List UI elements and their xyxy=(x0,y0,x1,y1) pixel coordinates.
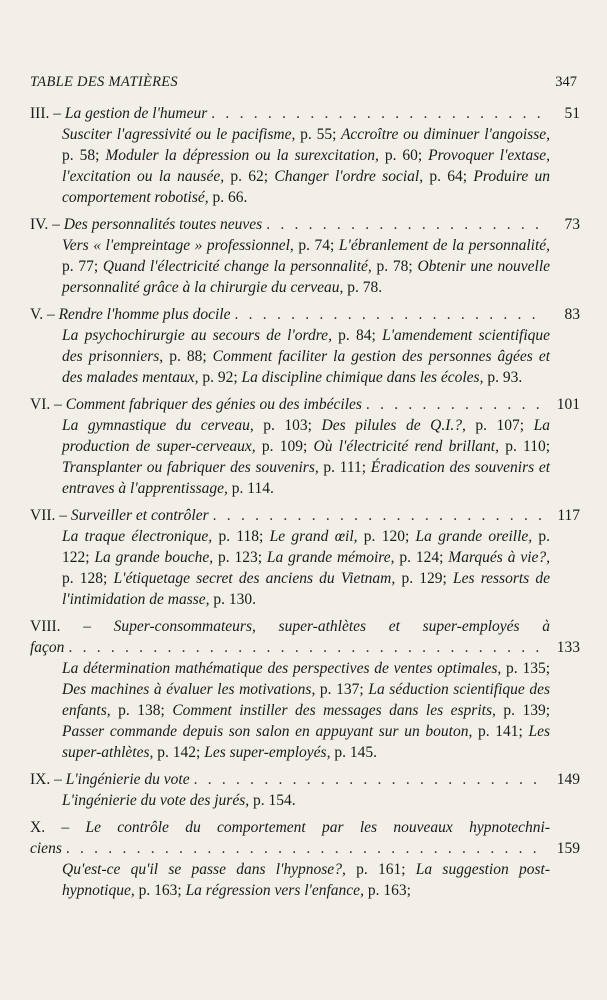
section-title: L'étiquetage secret des anciens du Vietnam xyxy=(113,570,392,587)
chapter-title: Surveiller et contrôler xyxy=(70,507,209,524)
chapter-heading-line xyxy=(30,214,580,235)
section-page: p. 66. xyxy=(212,189,248,206)
section-page: p. 138; xyxy=(118,702,165,719)
running-title: TABLE DES MATIÈRES xyxy=(30,74,178,90)
chapter-heading-line xyxy=(30,304,580,325)
chapter-number: III. xyxy=(30,105,50,122)
section-page: p. 110; xyxy=(505,438,551,455)
chapter-heading-line xyxy=(30,817,550,838)
section-title: Des machines à évaluer les motivations xyxy=(62,681,312,698)
section-list: Vers « l'empreintage » professionnel, p. 74; L'ébranlement de la personnalité, p. 77; Quand l'électricité change la personnalité, p. 78; Obtenir une nouvelle personnalité grâce à la chirurgie du cerveau, p. 78. xyxy=(62,237,551,296)
section-list: La détermination mathématique des perspectives de ventes optimales, p. 135; Des machines à évaluer les motivations, p. 137; La séduction scientifique des enfants, p. 138; Comment instiller des messages dans les esprits, p. 139; Passer commande depuis son salon en appuyant sur un bouton, p. 141; Les super-athlètes, p. 142; Les super-employés, p. 145. xyxy=(62,660,551,761)
section-title: Provoquer l'extase, l'excitation ou la nausée xyxy=(62,147,551,185)
section-page: p. 163; xyxy=(367,882,411,899)
chapter-heading-line xyxy=(30,394,580,415)
chapter-number: VI. xyxy=(30,396,51,413)
section-page: p. 161; xyxy=(356,861,406,878)
section-page: p. 77; xyxy=(62,258,99,275)
dot-leader xyxy=(68,637,546,658)
section-page: p. 142; xyxy=(157,744,201,761)
section-page: p. 103; xyxy=(263,417,312,434)
section-page: p. 137; xyxy=(319,681,364,698)
chapter-page: 159 xyxy=(556,840,580,857)
chapter-number: VII. xyxy=(30,507,56,524)
section-title: Des pilules de Q.I.? xyxy=(321,417,462,434)
section-title: La production de super-cerveaux xyxy=(62,417,551,455)
section-title: Produire un comportement robotisé xyxy=(62,168,551,206)
section-page: p. 93. xyxy=(487,369,523,386)
section-title: La grande oreille xyxy=(415,528,529,545)
chapter-page: 133 xyxy=(556,639,580,656)
chapter-number: V. xyxy=(30,306,44,323)
toc-entry xyxy=(30,214,580,298)
chapter-heading-line xyxy=(30,769,580,790)
section-title: La traque électronique xyxy=(62,528,209,545)
toc-entry xyxy=(30,616,580,763)
dot-leader xyxy=(366,394,546,415)
chapter-page: 51 xyxy=(564,105,580,122)
chapter-heading-line xyxy=(30,103,580,124)
chapter-heading-line xyxy=(30,637,580,658)
section-list: La traque électronique, p. 118; Le grand œil, p. 120; La grande oreille, p. 122; La grande bouche, p. 123; La grande mémoire, p. 124; Marqués à vie?, p. 128; L'étiquetage secret des anciens du Vietnam, p. 129; Les ressorts de l'intimidation de masse, p. 130. xyxy=(62,528,551,608)
section-page: p. 64; xyxy=(429,168,468,185)
section-page: p. 129; xyxy=(401,570,447,587)
section-page: p. 107; xyxy=(475,417,525,434)
chapter-heading-line xyxy=(30,505,580,526)
section-title: Moduler la dépression ou la surexcitation xyxy=(105,147,375,164)
chapter-number: VIII. xyxy=(30,618,61,635)
section-title: La grande bouche xyxy=(94,549,210,566)
section-title: Obtenir une nouvelle personnalité grâce à la chirurgie du cerveau xyxy=(62,258,551,296)
section-page: p. 154. xyxy=(253,792,296,809)
section-page: p. 130. xyxy=(213,591,257,608)
section-page: p. 163; xyxy=(138,882,182,899)
toc-entry xyxy=(30,769,580,811)
dot-leader xyxy=(235,304,547,325)
section-title: Comment instiller des messages dans les esprits xyxy=(172,702,492,719)
dot-leader xyxy=(66,838,546,859)
table-of-contents xyxy=(30,103,580,907)
section-title: Les super-employés xyxy=(204,744,327,761)
chapter-number: X. xyxy=(30,819,46,836)
dash-separator: – xyxy=(43,306,59,323)
section-title: L'amendement scientifique des prisonniers xyxy=(62,327,551,365)
dash-separator: – xyxy=(55,507,71,524)
section-title: Susciter l'agressivité ou le pacifisme xyxy=(62,126,292,143)
section-title: Marqués à vie? xyxy=(448,549,547,566)
chapter-number: IV. xyxy=(30,216,49,233)
section-title: La suggestion post-hypnotique xyxy=(62,861,550,899)
chapter-heading-line xyxy=(30,616,550,637)
section-title: Qu'est-ce qu'il se passe dans l'hypnose? xyxy=(62,861,342,878)
section-title: Éradication des souvenirs et entraves à l'apprentissage xyxy=(62,459,551,497)
section-list: L'ingénierie du vote des jurés, p. 154. xyxy=(62,792,296,809)
dash-separator: – xyxy=(49,105,65,122)
section-list: La gymnastique du cerveau, p. 103; Des pilules de Q.I.?, p. 107; La production de super-cerveaux, p. 109; Où l'électricité rend brillant, p. 110; Transplanter ou fabriquer des souvenirs, p. 111; Éradication des souvenirs et entraves à l'apprentissage, p. 114. xyxy=(62,417,551,497)
section-list: Susciter l'agressivité ou le pacifisme, p. 55; Accroître ou diminuer l'angoisse, p. 58; Moduler la dépression ou la surexcitation, p. 60; Provoquer l'extase, l'excitation ou la nausée, p. 62; Changer l'ordre social, p. 64; Produire un comportement robotisé, p. 66. xyxy=(62,126,551,206)
section-title: Le grand œil xyxy=(269,528,354,545)
section-title: Comment faciliter la gestion des personnes âgées et des malades mentaux xyxy=(62,348,551,386)
dot-leader xyxy=(211,103,546,124)
toc-entry xyxy=(30,103,580,208)
toc-entry xyxy=(30,304,580,388)
dash-separator: – xyxy=(60,618,114,635)
chapter-title: Rendre l'homme plus docile xyxy=(58,306,231,323)
chapter-title: La gestion de l'humeur xyxy=(64,105,208,122)
section-page: p. 141; xyxy=(477,723,523,740)
chapter-title-continued: façon xyxy=(30,639,65,656)
chapter-number: IX. xyxy=(30,771,51,788)
section-title: Les ressorts de l'intimidation de masse xyxy=(62,570,551,608)
dash-separator: – xyxy=(48,216,64,233)
toc-entry xyxy=(30,394,580,499)
dash-separator: – xyxy=(50,396,66,413)
running-header xyxy=(30,74,577,91)
section-title: Où l'électricité rend brillant xyxy=(313,438,496,455)
section-page: p. 55; xyxy=(300,126,337,143)
section-list: La psychochirurgie au secours de l'ordre, p. 84; L'amendement scientifique des prisonniers, p. 88; Comment faciliter la gestion des personnes âgées et des malades mentaux, p. 92; La discipline chimique dans les écoles, p. 93. xyxy=(62,327,551,386)
dot-leader xyxy=(194,769,546,790)
section-title: Changer l'ordre social xyxy=(274,168,420,185)
chapter-title: L'ingénierie du vote xyxy=(65,771,190,788)
chapter-title-continued: ciens xyxy=(30,840,62,857)
dot-leader xyxy=(266,214,546,235)
section-page: p. 145. xyxy=(334,744,377,761)
section-page: p. 124; xyxy=(399,549,444,566)
section-page: p. 111; xyxy=(323,459,367,476)
chapter-title: Comment fabriquer des génies ou des imbéciles xyxy=(65,396,362,413)
section-page: p. 88; xyxy=(169,348,207,365)
section-page: p. 78. xyxy=(347,279,383,296)
dot-leader xyxy=(213,505,546,526)
section-title: La discipline chimique dans les écoles xyxy=(241,369,480,386)
chapter-title: Des personnalités toutes neuves xyxy=(63,216,263,233)
dash-separator: – xyxy=(50,771,66,788)
section-page: p. 135; xyxy=(506,660,550,677)
section-page: p. 120; xyxy=(363,528,410,545)
chapter-page: 117 xyxy=(557,507,580,524)
section-page: p. 58; xyxy=(62,147,100,164)
section-page: p. 123; xyxy=(217,549,263,566)
section-title: Passer commande depuis son salon en appuyant sur un bouton xyxy=(62,723,469,740)
section-title: Vers « l'empreintage » professionnel xyxy=(62,237,290,254)
section-page: p. 84; xyxy=(338,327,376,344)
section-page: p. 92; xyxy=(202,369,238,386)
section-page: p. 114. xyxy=(231,480,274,497)
section-list: Qu'est-ce qu'il se passe dans l'hypnose?, p. 161; La suggestion post-hypnotique, p. 163; La régression vers l'enfance, p. 163; xyxy=(62,861,550,899)
section-page: p. 128; xyxy=(62,570,108,587)
chapter-page: 149 xyxy=(556,771,580,788)
chapter-page: 83 xyxy=(564,306,580,323)
section-title: La psychochirurgie au secours de l'ordre xyxy=(62,327,329,344)
section-page: p. 60; xyxy=(384,147,423,164)
chapter-page: 73 xyxy=(564,216,580,233)
toc-entry xyxy=(30,505,580,610)
section-page: p. 78; xyxy=(376,258,413,275)
chapter-page: 101 xyxy=(556,396,580,413)
section-title: La gymnastique du cerveau xyxy=(62,417,250,434)
section-page: p. 122; xyxy=(62,528,551,566)
section-title: La séduction scientifique des enfants xyxy=(62,681,551,719)
chapter-title: Super-consommateurs, super-athlètes et super-employés à xyxy=(113,618,550,635)
section-title: Accroître ou diminuer l'angoisse xyxy=(340,126,547,143)
section-title: Les super-athlètes xyxy=(62,723,551,761)
section-title: Transplanter ou fabriquer des souvenirs xyxy=(62,459,315,476)
section-page: p. 74; xyxy=(298,237,335,254)
section-page: p. 109; xyxy=(261,438,308,455)
chapter-heading-line xyxy=(30,838,580,859)
section-title: L'ébranlement de la personnalité xyxy=(338,237,547,254)
page-number: 347 xyxy=(555,74,577,90)
section-title: La grande mémoire xyxy=(266,549,391,566)
dash-separator: – xyxy=(45,819,86,836)
section-title: L'ingénierie du vote des jurés xyxy=(62,792,246,809)
section-title: La régression vers l'enfance xyxy=(185,882,361,899)
section-page: p. 139; xyxy=(503,702,551,719)
section-page: p. 62; xyxy=(230,168,269,185)
section-page: p. 118; xyxy=(218,528,264,545)
chapter-title: Le contrôle du comportement par les nouveaux hypnotechni- xyxy=(85,819,550,836)
section-title: Quand l'électricité change la personnalité xyxy=(102,258,368,275)
toc-entry xyxy=(30,817,580,901)
section-title: La détermination mathématique des perspectives de ventes optimales xyxy=(62,660,498,677)
